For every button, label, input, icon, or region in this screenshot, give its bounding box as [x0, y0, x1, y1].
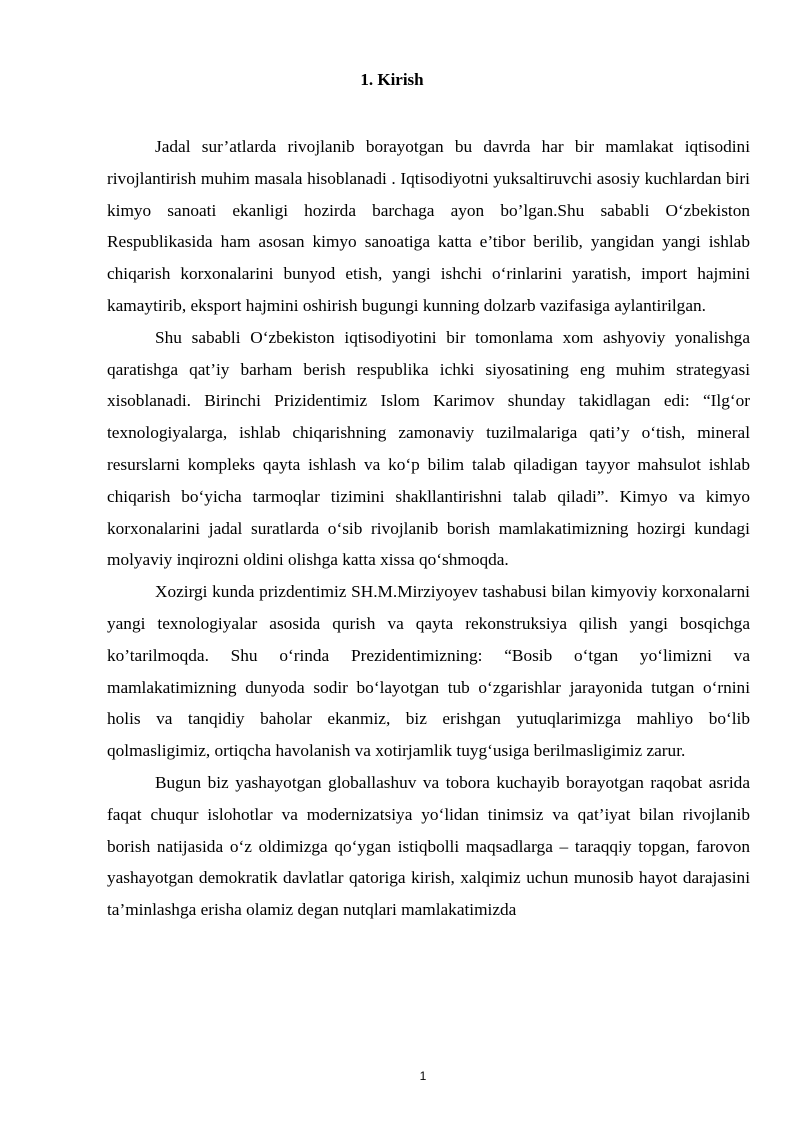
section-heading-text: 1. Kirish: [360, 70, 424, 89]
page-number: [0, 1068, 800, 1084]
document-body: [107, 131, 750, 926]
paragraph-1: Jadal sur’atlarda rivojlanib borayotgan bu davrda har bir mamlakat iqtisodini rivojlantirish muhim masala hisoblanadi . Iqtisodiyotni yuksaltiruvchi asosiy kuchlardan biri kimyo sanoati ekanligi hozirda barchaga ayon bo’lgan.Shu sababli O‘zbekiston Respublikasida ham asosan kimyo sanoatiga katta e’tibor berilib, yangidan yangi ishlab chiqarish korxonalarini bunyod etish, yangi ishchi o‘rinlarini yaratish, import hajmini kamaytirib, eksport hajmini oshirish bugungi kunning dolzarb vazifasiga aylantirilgan.: [107, 137, 750, 315]
paragraph-3: Xozirgi kunda prizdentimiz SH.M.Mirziyoyev tashabusi bilan kimyoviy korxonalarni yangi texnologiyalar asosida qurish va qayta rekonstruksiya qilish yangi bosqichga ko’tarilmoqda. Shu o‘rinda Prezidentimizning: “Bosib o‘tgan yo‘limizni va mamlakatimizning dunyoda sodir bo‘layotgan tub o‘zgarishlar jarayonida tutgan o‘rnini holis va tanqidiy baholar ekanmiz, biz erishgan yutuqlarimizga mahliyo bo‘lib qolmasligimiz, ortiqcha havolanish va xotirjamlik tuyg‘usiga berilmasligimiz zarur.: [107, 582, 750, 761]
paragraph-4: Bugun biz yashayotgan globallashuv va tobora kuchayib borayotgan raqobat asrida faqat chuqur islohotlar va modernizatsiya yo‘lidan tinimsiz va qat’iyat bilan rivojlanib borish natijasida o‘z oldimizga qo‘ygan istiqbolli maqsadlarga – taraqqiy topgan, farovon yashayotgan demokratik davlatlar qatoriga kirish, xalqimiz uchun munosib hayot darajasini ta’minlashga erisha olamiz degan nutqlari mamlakatimizda: [107, 772, 750, 920]
section-heading: [0, 68, 800, 92]
paragraph-2: Shu sababli O‘zbekiston iqtisodiyotini bir tomonlama xom ashyoviy yonalishga qaratishga qat’iy barham berish respublika ichki siyosatining eng muhim strategyasi xisoblanadi. Birinchi Prizidentimiz Islom Karimov shunday takidlagan edi: “Ilg‘or texnologiyalarga, ishlab chiqarishning zamonaviy tuzilmalariga qati’y o‘tish, mineral resurslarni kompleks qayta ishlash va ko‘p bilim talab qiladigan tayyor mahsulot ishlab chiqarish bo‘yicha tarmoqlar tizimini shakllantirishni talab qiladi”. Kimyo va kimyo korxonalarini jadal suratlarda o‘sib rivojlanib borish mamlakatimizning hozirgi kundagi molyaviy inqirozni oldini olishga katta xissa qo‘shmoqda.: [107, 327, 750, 570]
page-number-text: 1: [419, 1069, 427, 1083]
